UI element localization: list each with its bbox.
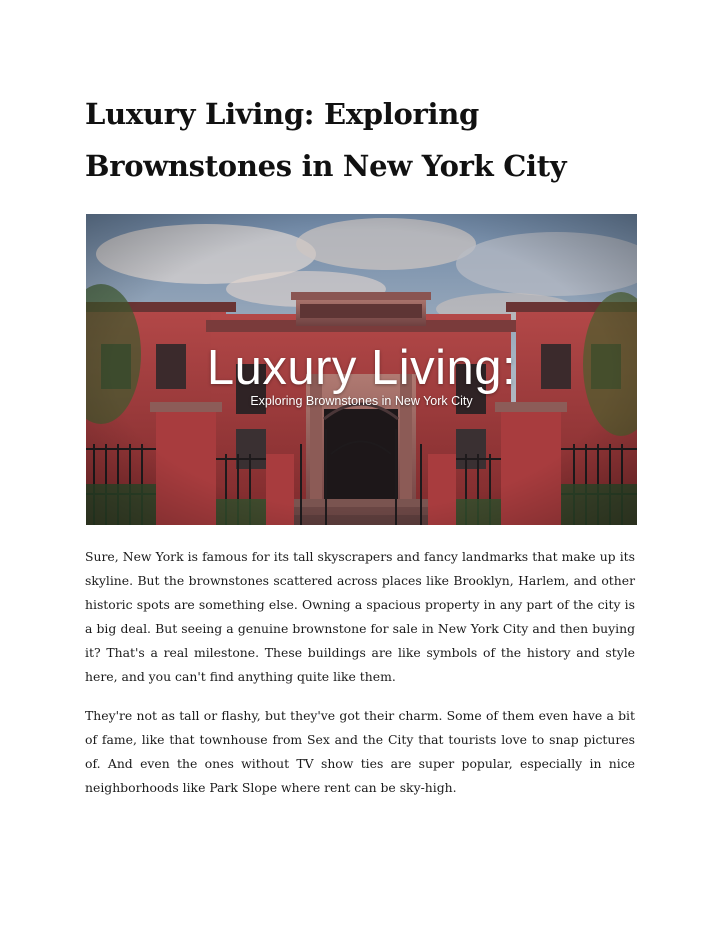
- hero-overlay-title: Luxury Living:: [206, 341, 517, 395]
- hero-overlay-subtitle: Exploring Brownstones in New York City: [250, 394, 473, 408]
- paragraph-1: Sure, New York is famous for its tall skyscrapers and fancy landmarks that make up its skyline. But the brownstones scattered across places like Brooklyn, Harlem, and other historic spots are something else. Owning a spacious property in any part of the city is a big deal. But seeing a genuine brownstone for sale in New York City and then buying it? That's a real milestone. These buildings are like symbols of the history and style here, and you can't find anything quite like them.: [85, 549, 635, 684]
- paragraph-2: They're not as tall or flashy, but they've got their charm. Some of them even have a bit of fame, like that townhouse from Sex and the City that tourists love to snap pictures of. And even the ones without TV show ties are super popular, especially in nice neighborhoods like Park Slope where rent can be sky-high.: [85, 708, 635, 795]
- page-title: Luxury Living: Exploring Brownstones in New York City: [85, 97, 567, 183]
- hero-image: [86, 214, 637, 525]
